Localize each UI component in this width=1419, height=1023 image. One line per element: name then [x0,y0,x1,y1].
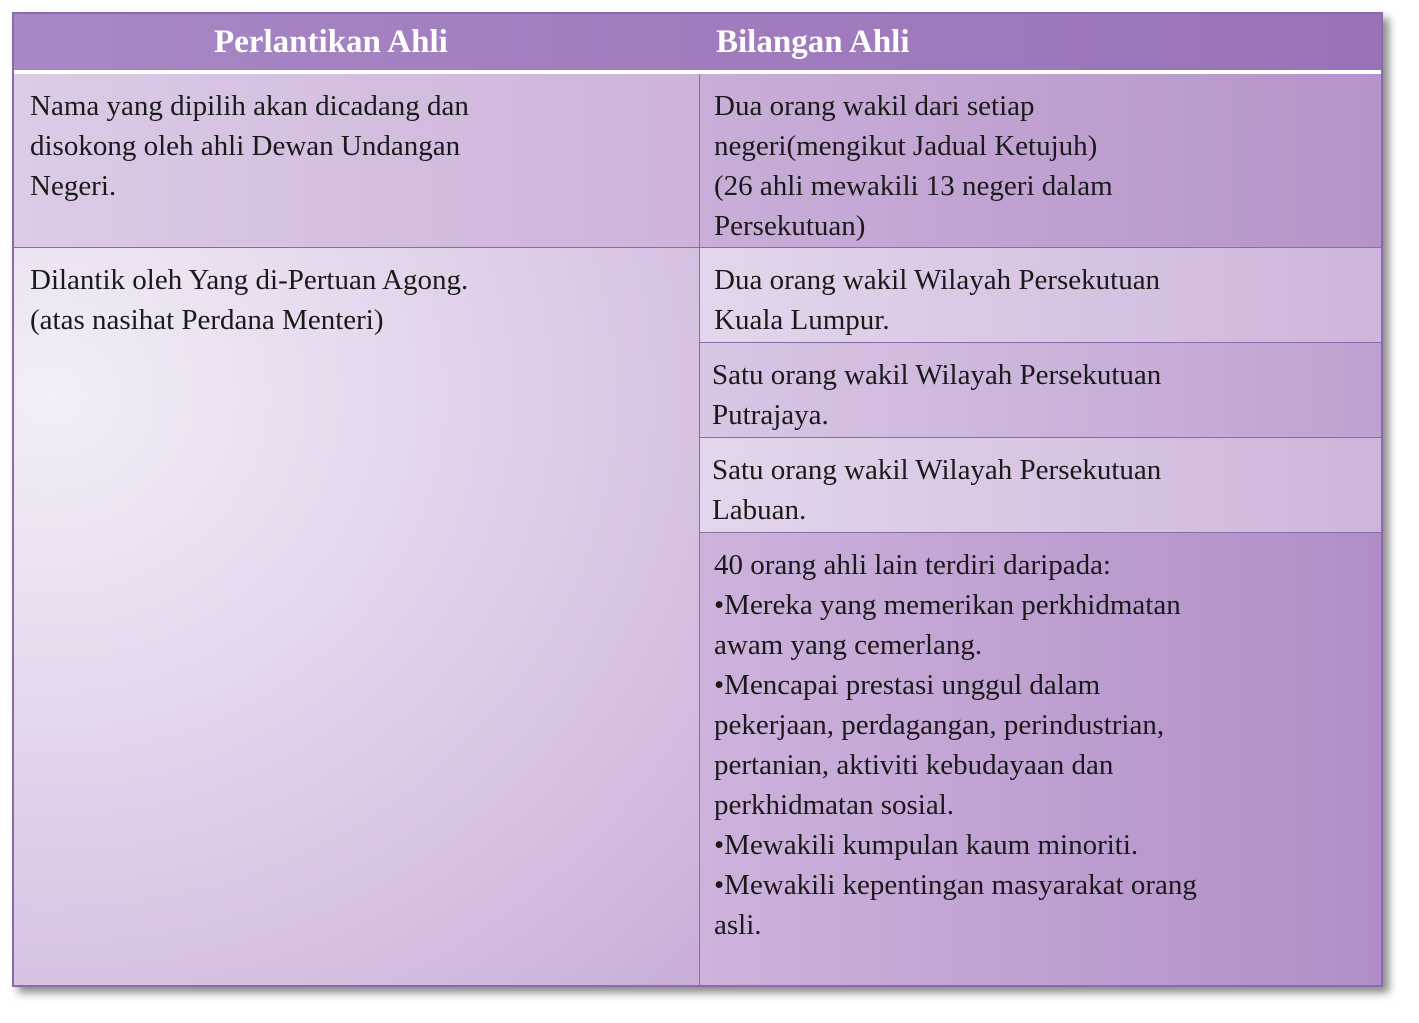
labuan-cell [700,438,1381,533]
membership-table [12,12,1383,987]
other-members-cell [700,533,1381,985]
kuala-lumpur-text: Dua orang wakil Wilayah Persekutuan Kuala Lumpur. [714,264,1161,336]
row1-appointment-cell [14,74,700,248]
row1-count-cell [700,74,1381,248]
row2-appointment-cell [14,248,700,985]
other-members-text: 40 orang ahli lain terdiri daripada: •Mereka yang memerikan perkhidmatan awam yang cemerlang. •Mencapai prestasi unggul dalam pekerjaan, perdagangan, perindustrian, pertanian, aktiviti kebudayaan dan perkhidmatan sosial. •Mewakili kumpulan kaum minoriti. •Mewakili kepentingan masyarakat orang asli. [714,549,1197,941]
labuan-text: Satu orang wakil Wilayah Persekutuan Labuan. [712,454,1162,526]
header-perlantikan-ahli: Perlantikan Ahli [214,24,448,60]
header-bilangan-ahli: Bilangan Ahli [716,24,910,60]
putrajaya-cell [700,343,1381,438]
table-header [14,14,1381,74]
putrajaya-text: Satu orang wakil Wilayah Persekutuan Putrajaya. [712,359,1162,431]
row1-count-text: Dua orang wakil dari setiap negeri(mengikut Jadual Ketujuh) (26 ahli mewakili 13 negeri dalam Persekutuan) [714,90,1113,242]
row1-appointment-text: Nama yang dipilih akan dicadang dan disokong oleh ahli Dewan Undangan Negeri. [30,90,469,202]
row2-appointment-text: Dilantik oleh Yang di-Pertuan Agong. (atas nasihat Perdana Menteri) [30,264,469,336]
kuala-lumpur-cell [700,248,1381,343]
